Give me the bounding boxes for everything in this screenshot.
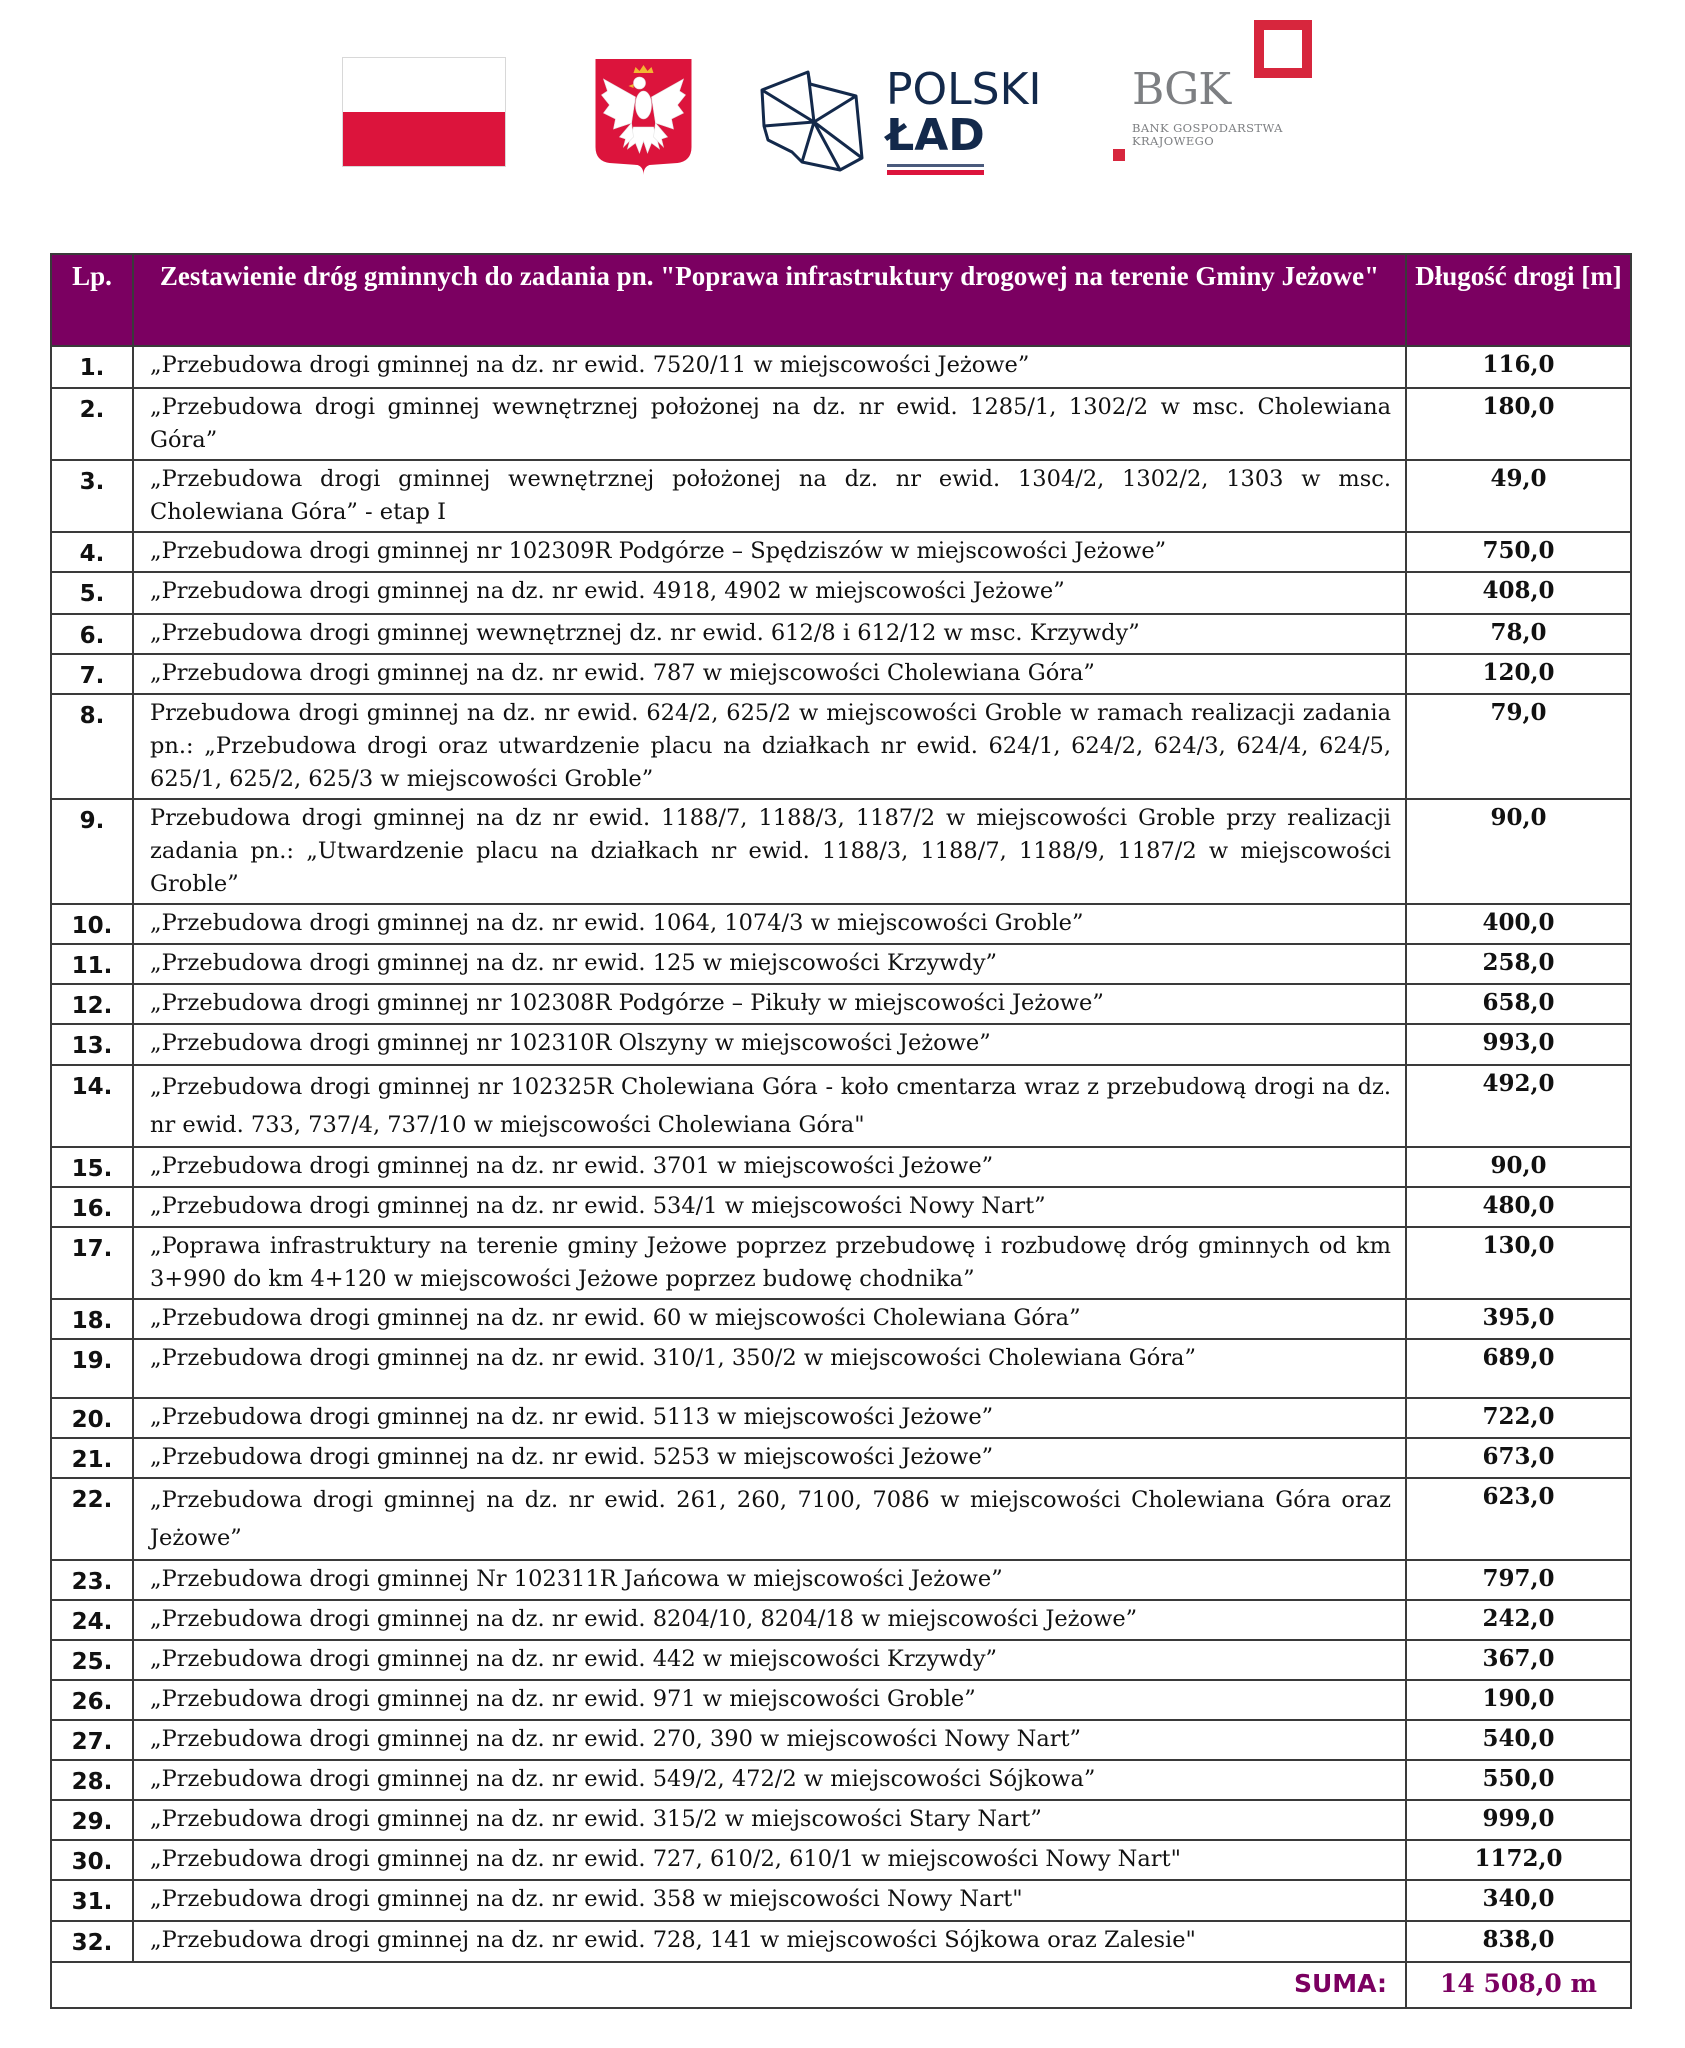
row-lp: 7. (51, 654, 133, 694)
table-row (51, 1640, 1631, 1680)
polski-lad-stripe-red (887, 170, 984, 175)
row-description: „Przebudowa drogi gminnej na dz. nr ewid. 549/2, 472/2 w miejscowości Sójkowa” (133, 1760, 1406, 1800)
row-length: 838,0 (1406, 1921, 1631, 1962)
row-description: „Przebudowa drogi gminnej na dz. nr ewid. 310/1, 350/2 w miejscowości Cholewiana Góra” (133, 1339, 1406, 1398)
table-row (51, 1398, 1631, 1438)
row-lp: 22. (51, 1478, 133, 1560)
row-lp: 27. (51, 1720, 133, 1760)
table-row (51, 1600, 1631, 1640)
row-description: „Przebudowa drogi gminnej na dz. nr ewid. 728, 141 w miejscowości Sójkowa oraz Zalesie" (133, 1921, 1406, 1962)
row-lp: 28. (51, 1760, 133, 1800)
row-length: 90,0 (1406, 799, 1631, 904)
row-lp: 8. (51, 694, 133, 799)
row-lp: 2. (51, 388, 133, 460)
row-description: „Przebudowa drogi gminnej na dz. nr ewid. 727, 610/2, 610/1 w miejscowości Nowy Nart" (133, 1840, 1406, 1880)
table-row (51, 1880, 1631, 1921)
row-description: „Przebudowa drogi gminnej na dz. nr ewid. 971 w miejscowości Groble” (133, 1680, 1406, 1720)
table-row (51, 346, 1631, 388)
table-row (51, 1299, 1631, 1339)
polski-lad-text-line1: POLSKI (886, 64, 1042, 115)
row-lp: 16. (51, 1187, 133, 1227)
row-description: „Przebudowa drogi gminnej nr 102308R Podgórze – Pikuły w miejscowości Jeżowe” (133, 984, 1406, 1024)
row-lp: 19. (51, 1339, 133, 1398)
bgk-letters: BGK (1132, 64, 1231, 115)
summary-value: 14 508,0 m (1406, 1962, 1631, 2008)
row-length: 120,0 (1406, 654, 1631, 694)
row-description: „Przebudowa drogi gminnej na dz. nr ewid. 5113 w miejscowości Jeżowe” (133, 1398, 1406, 1438)
table-row (51, 1680, 1631, 1720)
table-row (51, 388, 1631, 460)
row-lp: 13. (51, 1024, 133, 1065)
table-row (51, 1065, 1631, 1147)
row-description: „Przebudowa drogi gminnej na dz. nr ewid. 3701 w miejscowości Jeżowe” (133, 1147, 1406, 1187)
table-row (51, 1560, 1631, 1600)
row-lp: 20. (51, 1398, 133, 1438)
roads-table (50, 253, 1632, 2009)
table-row (51, 654, 1631, 694)
table-row (51, 1921, 1631, 1962)
bgk-square-icon (1254, 20, 1312, 78)
row-length: 623,0 (1406, 1478, 1631, 1560)
table-row (51, 460, 1631, 532)
row-length: 408,0 (1406, 572, 1631, 614)
row-description: „Przebudowa drogi gminnej na dz. nr ewid. 261, 260, 7100, 7086 w miejscowości Cholewiana Góra oraz Jeżowe” (133, 1478, 1406, 1560)
table-row (51, 532, 1631, 572)
row-length: 130,0 (1406, 1227, 1631, 1299)
row-lp: 14. (51, 1065, 133, 1147)
table-row (51, 1147, 1631, 1187)
row-length: 400,0 (1406, 904, 1631, 944)
row-description: „Przebudowa drogi gminnej na dz. nr ewid. 1064, 1074/3 w miejscowości Groble” (133, 904, 1406, 944)
row-lp: 5. (51, 572, 133, 614)
logo-strip (0, 0, 1685, 200)
bgk-logo (1112, 18, 1322, 168)
row-length: 79,0 (1406, 694, 1631, 799)
row-length: 340,0 (1406, 1880, 1631, 1921)
row-lp: 25. (51, 1640, 133, 1680)
row-lp: 24. (51, 1600, 133, 1640)
row-lp: 4. (51, 532, 133, 572)
row-lp: 1. (51, 346, 133, 388)
row-lp: 17. (51, 1227, 133, 1299)
table-row (51, 1227, 1631, 1299)
row-lp: 9. (51, 799, 133, 904)
row-length: 492,0 (1406, 1065, 1631, 1147)
row-length: 993,0 (1406, 1024, 1631, 1065)
row-description: „Przebudowa drogi gminnej wewnętrznej położonej na dz. nr ewid. 1304/2, 1302/2, 1303 w msc. Cholewiana Góra” - etap I (133, 460, 1406, 532)
row-lp: 31. (51, 1880, 133, 1921)
table-row (51, 944, 1631, 984)
row-lp: 23. (51, 1560, 133, 1600)
polski-lad-text-line2: ŁAD (886, 110, 985, 161)
table-row (51, 799, 1631, 904)
row-length: 242,0 (1406, 1600, 1631, 1640)
bgk-full-name: BANK GOSPODARSTWA KRAJOWEGO (1132, 121, 1283, 148)
row-length: 722,0 (1406, 1398, 1631, 1438)
row-description: Przebudowa drogi gminnej na dz nr ewid. 1188/7, 1188/3, 1187/2 w miejscowości Groble przy realizacji zadania pn.: „Utwardzenie placu na działkach nr ewid. 1188/3, 1188/7, 1188/9, 1187/2 w miejscowości Groble” (133, 799, 1406, 904)
table-row (51, 904, 1631, 944)
row-length: 180,0 (1406, 388, 1631, 460)
row-length: 673,0 (1406, 1438, 1631, 1478)
row-length: 78,0 (1406, 614, 1631, 654)
row-description: „Przebudowa drogi gminnej na dz. nr ewid. 4918, 4902 w miejscowości Jeżowe” (133, 572, 1406, 614)
row-length: 658,0 (1406, 984, 1631, 1024)
table-row (51, 984, 1631, 1024)
row-lp: 12. (51, 984, 133, 1024)
table-row (51, 1339, 1631, 1398)
polski-lad-stripe-blue (887, 164, 984, 167)
row-length: 550,0 (1406, 1760, 1631, 1800)
row-description: „Przebudowa drogi gminnej wewnętrznej dz. nr ewid. 612/8 i 612/12 w msc. Krzywdy” (133, 614, 1406, 654)
row-description: „Przebudowa drogi gminnej na dz. nr ewid. 8204/10, 8204/18 w miejscowości Jeżowe” (133, 1600, 1406, 1640)
row-lp: 29. (51, 1800, 133, 1840)
row-description: „Przebudowa drogi gminnej na dz. nr ewid. 787 w miejscowości Cholewiana Góra” (133, 654, 1406, 694)
row-description: „Przebudowa drogi gminnej na dz. nr ewid. 125 w miejscowości Krzywdy” (133, 944, 1406, 984)
row-length: 49,0 (1406, 460, 1631, 532)
row-description: „Poprawa infrastruktury na terenie gminy Jeżowe poprzez przebudowę i rozbudowę dróg gminnych od km 3+990 do km 4+120 w miejscowości Jeżowe poprzez budowę chodnika” (133, 1227, 1406, 1299)
header-lp: Lp. (51, 254, 133, 346)
polish-flag-icon (342, 57, 506, 167)
row-length: 480,0 (1406, 1187, 1631, 1227)
row-lp: 21. (51, 1438, 133, 1478)
row-description: „Przebudowa drogi gminnej na dz. nr ewid. 7520/11 w miejscowości Jeżowe” (133, 346, 1406, 388)
row-description: „Przebudowa drogi gminnej na dz. nr ewid. 60 w miejscowości Cholewiana Góra” (133, 1299, 1406, 1339)
row-length: 190,0 (1406, 1680, 1631, 1720)
row-description: „Przebudowa drogi gminnej nr 102325R Cholewiana Góra - koło cmentarza wraz z przebudową drogi na dz. nr ewid. 733, 737/4, 737/10 w miejscowości Cholewiana Góra" (133, 1065, 1406, 1147)
row-lp: 15. (51, 1147, 133, 1187)
polish-eagle-emblem-icon (593, 57, 694, 175)
table-row (51, 694, 1631, 799)
row-length: 1172,0 (1406, 1840, 1631, 1880)
table-row (51, 1187, 1631, 1227)
table-row (51, 1840, 1631, 1880)
row-lp: 32. (51, 1921, 133, 1962)
row-lp: 3. (51, 460, 133, 532)
header-length: Długość drogi [m] (1406, 254, 1631, 346)
header-description: Zestawienie dróg gminnych do zadania pn. "Poprawa infrastruktury drogowej na terenie Gminy Jeżowe" (133, 254, 1406, 346)
polski-lad-logo (758, 66, 1058, 176)
row-lp: 30. (51, 1840, 133, 1880)
row-description: Przebudowa drogi gminnej na dz. nr ewid. 624/2, 625/2 w miejscowości Groble w ramach realizacji zadania pn.: „Przebudowa drogi oraz utwardzenie placu na działkach nr ewid. 624/1, 624/2, 624/3, 624/4, 624/5, 625/1, 625/2, 625/3 w miejscowości Groble” (133, 694, 1406, 799)
row-description: „Przebudowa drogi gminnej na dz. nr ewid. 5253 w miejscowości Jeżowe” (133, 1438, 1406, 1478)
row-description: „Przebudowa drogi gminnej Nr 102311R Jańcowa w miejscowości Jeżowe” (133, 1560, 1406, 1600)
row-lp: 11. (51, 944, 133, 984)
row-description: „Przebudowa drogi gminnej wewnętrznej położonej na dz. nr ewid. 1285/1, 1302/2 w msc. Cholewiana Góra” (133, 388, 1406, 460)
summary-label: SUMA: (51, 1962, 1406, 2008)
row-lp: 18. (51, 1299, 133, 1339)
bgk-dot-icon (1113, 149, 1125, 161)
row-length: 689,0 (1406, 1339, 1631, 1398)
table-row (51, 1800, 1631, 1840)
table-row (51, 1438, 1631, 1478)
row-lp: 10. (51, 904, 133, 944)
row-length: 258,0 (1406, 944, 1631, 984)
row-description: „Przebudowa drogi gminnej na dz. nr ewid. 358 w miejscowości Nowy Nart" (133, 1880, 1406, 1921)
row-length: 367,0 (1406, 1640, 1631, 1680)
row-length: 999,0 (1406, 1800, 1631, 1840)
row-description: „Przebudowa drogi gminnej nr 102309R Podgórze – Spędziszów w miejscowości Jeżowe” (133, 532, 1406, 572)
table-header-row (51, 254, 1631, 346)
row-description: „Przebudowa drogi gminnej na dz. nr ewid. 442 w miejscowości Krzywdy” (133, 1640, 1406, 1680)
row-description: „Przebudowa drogi gminnej na dz. nr ewid. 270, 390 w miejscowości Nowy Nart” (133, 1720, 1406, 1760)
row-length: 797,0 (1406, 1560, 1631, 1600)
table-row (51, 1760, 1631, 1800)
table-row (51, 614, 1631, 654)
row-length: 750,0 (1406, 532, 1631, 572)
row-lp: 26. (51, 1680, 133, 1720)
table-row (51, 1024, 1631, 1065)
row-description: „Przebudowa drogi gminnej na dz. nr ewid. 534/1 w miejscowości Nowy Nart” (133, 1187, 1406, 1227)
row-description: „Przebudowa drogi gminnej nr 102310R Olszyny w miejscowości Jeżowe” (133, 1024, 1406, 1065)
row-lp: 6. (51, 614, 133, 654)
row-length: 116,0 (1406, 346, 1631, 388)
table-row (51, 1478, 1631, 1560)
row-description: „Przebudowa drogi gminnej na dz. nr ewid. 315/2 w miejscowości Stary Nart” (133, 1800, 1406, 1840)
table-row (51, 572, 1631, 614)
polski-lad-map-icon (758, 66, 868, 176)
summary-row (51, 1962, 1631, 2008)
row-length: 90,0 (1406, 1147, 1631, 1187)
row-length: 395,0 (1406, 1299, 1631, 1339)
row-length: 540,0 (1406, 1720, 1631, 1760)
table-row (51, 1720, 1631, 1760)
